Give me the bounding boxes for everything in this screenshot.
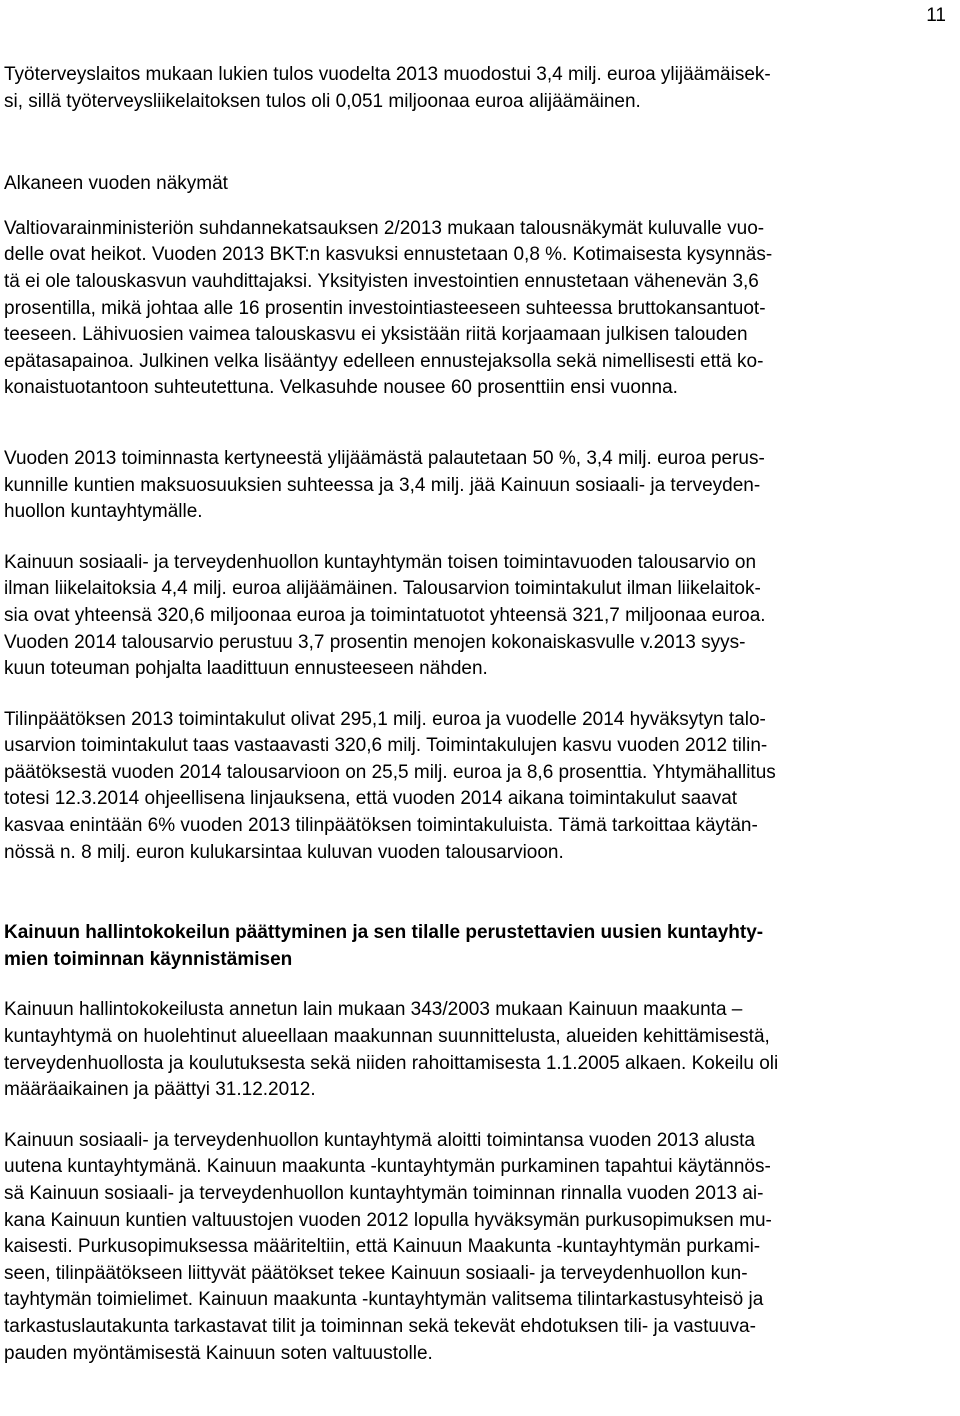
text-line: Työterveyslaitos mukaan lukien tulos vuodelta 2013 muodostui 3,4 milj. euroa ylijäämäisek- (4, 64, 771, 85)
document-body (4, 62, 956, 1367)
text-line: Kainuun hallintokokeilusta annetun lain mukaan 343/2003 mukaan Kainuun maakunta – (4, 999, 743, 1021)
text-line: terveydenhuollosta ja koulutuksesta sekä niiden rahoittamisesta 1.1.2005 alkaen. Kokeilu oli (4, 1052, 779, 1074)
text-line: määräaikainen ja päättyi 31.12.2012. (4, 1079, 316, 1101)
text-line: pauden myöntämisestä Kainuun soten valtuustolle. (4, 1342, 433, 1364)
text-line: Valtiovarainministeriön suhdannekatsauksen 2/2013 mukaan talousnäkymät kuluvalle vuo- (4, 217, 765, 239)
text-line: prosentilla, mikä johtaa alle 16 prosentin investointiasteeseen suhteessa bruttokansantuot- (4, 297, 766, 319)
page-number: 11 (926, 5, 946, 26)
paragraph-trial-law (4, 997, 956, 1103)
text-line: tä ei ole talouskasvun vauhdittajaksi. Yksityisten investointien ennustetaan vähenevän 3,6 (4, 270, 759, 292)
text-line: Vuoden 2014 talousarvio perustuu 3,7 prosentin menojen kokonaiskasvulle v.2013 syys- (4, 631, 746, 653)
paragraph-surplus-return (4, 446, 956, 526)
text-line: usarvion toimintakulut taas vastaavasti 320,6 milj. Toimintakulujen kasvu vuoden 2012 tilin- (4, 735, 768, 757)
text-line: tayhtymän toimielimet. Kainuun maakunta -kuntayhtymän valitsema tilintarkastusyhteisö ja (4, 1289, 764, 1311)
text-line: kaisesti. Purkusopimuksessa määriteltiin, että Kainuun Maakunta -kuntayhtymän purkami- (4, 1236, 761, 1258)
text-line: epätasapainoa. Julkinen velka lisääntyy edelleen ennustejaksolla sekä nimellisesti että ko- (4, 350, 764, 372)
text-line: ilman liikelaitoksia 4,4 milj. euroa alijäämäinen. Talousarvion toimintakulut ilman liikelaitok- (4, 578, 761, 600)
heading-line: Alkaneen vuoden näkymät (4, 173, 228, 195)
text-line: tarkastuslautakunta tarkastavat tilit ja toiminnan sekä tekevät ehdotuksen tili- ja vastuuva- (4, 1315, 756, 1337)
text-line: teeseen. Lähivuosien vaimea talouskasvu ei yksistään riitä korjaamaan julkisen talouden (4, 324, 748, 346)
text-line: kuntayhtymä on huolehtinut alueellaan maakunnan suunnittelusta, alueiden kehittämisestä, (4, 1026, 770, 1048)
heading-line: mien toiminnan käynnistämisen (4, 948, 293, 970)
heading-line: Kainuun hallintokokeilun päättyminen ja sen tilalle perustettavien uusien kuntayhty- (4, 922, 764, 944)
text-line: kuun toteuman pohjalta laadittuun ennusteeseen nähden. (4, 658, 488, 680)
text-line: kana Kainuun kuntien valtuustojen vuoden 2012 lopulla hyväksymän purkusopimuksen mu- (4, 1209, 772, 1231)
paragraph-intro (4, 62, 956, 115)
text-line: seen, tilinpäätökseen liittyvät päätökset tekee Kainuun sosiaali- ja terveydenhuollon kun- (4, 1262, 748, 1284)
section-heading-outlook (4, 171, 956, 198)
text-line: si, sillä työterveysliikelaitoksen tulos oli 0,051 miljoonaa euroa alijäämäinen. (4, 90, 641, 112)
text-line: kunnille kuntien maksuosuuksien suhteessa ja 3,4 milj. jää Kainuun sosiaali- ja terveyden- (4, 474, 761, 496)
text-line: Kainuun sosiaali- ja terveydenhuollon kuntayhtymä aloitti toimintansa vuoden 2013 alusta (4, 1129, 755, 1151)
text-line: delle ovat heikot. Vuoden 2013 BKT:n kasvuksi ennustetaan 0,8 %. Kotimaisesta kysynnäs- (4, 244, 773, 266)
paragraph-new-federation (4, 1128, 956, 1367)
text-line: konaistuotantoon suhteutettuna. Velkasuhde nousee 60 prosenttiin ensi vuonna. (4, 377, 678, 399)
text-line: huollon kuntayhtymälle. (4, 501, 203, 523)
text-line: Vuoden 2013 toiminnasta kertyneestä ylijäämästä palautetaan 50 %, 3,4 milj. euroa perus- (4, 447, 765, 469)
text-line: päätöksestä vuoden 2014 talousarvioon on 25,5 milj. euroa ja 8,6 prosenttia. Yhtymähallitus (4, 761, 776, 783)
text-line: totesi 12.3.2014 ohjeellisena linjauksena, että vuoden 2014 aikana toimintakulut saavat (4, 788, 738, 810)
text-line: sä Kainuun sosiaali- ja terveydenhuollon kuntayhtymän toiminnan rinnalla vuoden 2013 ai- (4, 1183, 764, 1204)
text-line: uutena kuntayhtymänä. Kainuun maakunta -kuntayhtymän purkaminen tapahtui käytännös- (4, 1156, 771, 1178)
paragraph-budget (4, 550, 956, 683)
text-line: nössä n. 8 milj. euron kulukarsintaa kuluvan vuoden talousarvioon. (4, 841, 564, 863)
text-line: sia ovat yhteensä 320,6 miljoonaa euroa ja toimintatuotot yhteensä 321,7 miljoonaa euroa. (4, 604, 766, 626)
text-line: Tilinpäätöksen 2013 toimintakulut olivat 295,1 milj. euroa ja vuodelle 2014 hyväksytyn talo- (4, 708, 766, 730)
section-heading-administration-trial (4, 920, 956, 973)
text-line: kasvaa enintään 6% vuoden 2013 tilinpäätöksen toimintakuluista. Tämä tarkoittaa käytän- (4, 815, 758, 837)
text-line: Kainuun sosiaali- ja terveydenhuollon kuntayhtymän toisen toimintavuoden talousarvio on (4, 551, 757, 573)
paragraph-financial-statement (4, 707, 956, 867)
paragraph-economic-outlook (4, 216, 956, 402)
